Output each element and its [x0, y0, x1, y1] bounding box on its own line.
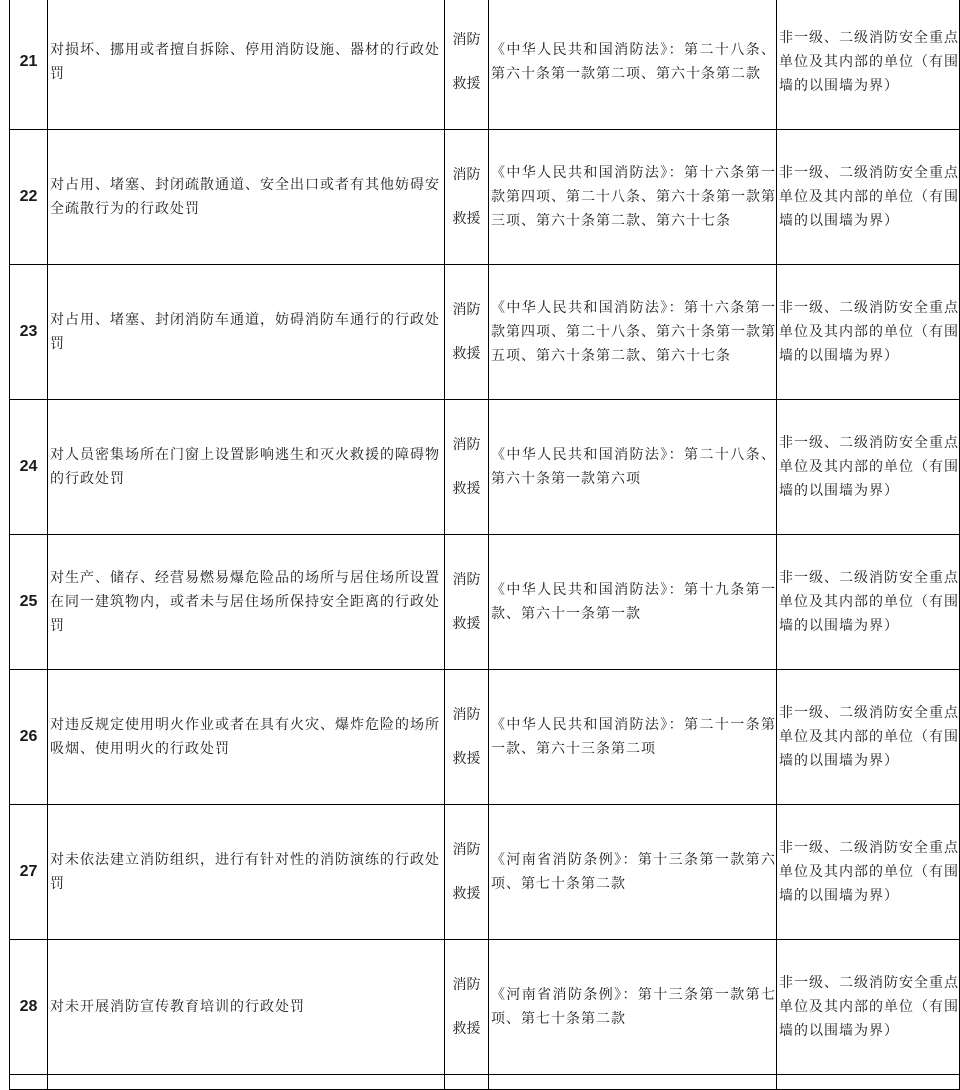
- row-number: 25: [10, 535, 48, 670]
- row-number: 26: [10, 670, 48, 805]
- item-name: 对损坏、挪用或者擅自拆除、停用消防设施、器材的行政处罚: [48, 0, 445, 130]
- empty-cell: [445, 1075, 489, 1090]
- table-row-cut-off: [10, 1075, 960, 1090]
- department-cell: [445, 0, 489, 130]
- applicable-scope: 非一级、二级消防安全重点单位及其内部的单位（有围墙的以围墙为界）: [777, 670, 960, 805]
- table-row: [10, 535, 960, 670]
- table-row: [10, 0, 960, 130]
- item-name: 对占用、堵塞、封闭消防车通道，妨碍消防车通行的行政处罚: [48, 265, 445, 400]
- table-row: [10, 940, 960, 1075]
- row-number: 21: [10, 0, 48, 130]
- department-cell: [445, 940, 489, 1075]
- department-cell: [445, 805, 489, 940]
- empty-cell: [777, 1075, 960, 1090]
- department-cell: [445, 535, 489, 670]
- item-name: 对人员密集场所在门窗上设置影响逃生和灭火救援的障碍物的行政处罚: [48, 400, 445, 535]
- department-line-2: 救援: [452, 751, 481, 767]
- table-row: [10, 265, 960, 400]
- item-name: 对未依法建立消防组织，进行有针对性的消防演练的行政处罚: [48, 805, 445, 940]
- applicable-scope: 非一级、二级消防安全重点单位及其内部的单位（有围墙的以围墙为界）: [777, 265, 960, 400]
- applicable-scope: 非一级、二级消防安全重点单位及其内部的单位（有围墙的以围墙为界）: [777, 805, 960, 940]
- department-cell: [445, 130, 489, 265]
- department-cell: [445, 670, 489, 805]
- item-name: 对违反规定使用明火作业或者在具有火灾、爆炸危险的场所吸烟、使用明火的行政处罚: [48, 670, 445, 805]
- item-name: 对未开展消防宣传教育培训的行政处罚: [48, 940, 445, 1075]
- department-cell: [445, 400, 489, 535]
- applicable-scope: 非一级、二级消防安全重点单位及其内部的单位（有围墙的以围墙为界）: [777, 0, 960, 130]
- applicable-scope: 非一级、二级消防安全重点单位及其内部的单位（有围墙的以围墙为界）: [777, 400, 960, 535]
- department-line-1: 消防: [452, 32, 481, 48]
- legal-basis: 《中华人民共和国消防法》：第十六条第一款第四项、第二十八条、第六十条第一款第三项、第六十条第二款、第六十七条: [489, 130, 777, 265]
- department-line-1: 消防: [452, 167, 481, 183]
- table-row: [10, 670, 960, 805]
- row-number: 27: [10, 805, 48, 940]
- department-line-2: 救援: [452, 886, 481, 902]
- legal-basis: 《中华人民共和国消防法》：第二十八条、第六十条第一款第二项、第六十条第二款: [489, 0, 777, 130]
- department-line-2: 救援: [452, 1021, 481, 1037]
- department-line-1: 消防: [452, 302, 481, 318]
- table-row: [10, 400, 960, 535]
- department-line-1: 消防: [452, 842, 481, 858]
- department-line-1: 消防: [452, 437, 481, 453]
- row-number: 28: [10, 940, 48, 1075]
- applicable-scope: 非一级、二级消防安全重点单位及其内部的单位（有围墙的以围墙为界）: [777, 130, 960, 265]
- department-line-2: 救援: [452, 211, 481, 227]
- department-cell: [445, 265, 489, 400]
- department-line-2: 救援: [452, 616, 481, 632]
- penalty-items-table: [9, 0, 960, 1090]
- empty-cell: [489, 1075, 777, 1090]
- applicable-scope: 非一级、二级消防安全重点单位及其内部的单位（有围墙的以围墙为界）: [777, 535, 960, 670]
- empty-cell: [48, 1075, 445, 1090]
- legal-basis: 《河南省消防条例》：第十三条第一款第七项、第七十条第二款: [489, 940, 777, 1075]
- legal-basis: 《中华人民共和国消防法》：第十九条第一款、第六十一条第一款: [489, 535, 777, 670]
- department-line-2: 救援: [452, 481, 481, 497]
- row-number: 23: [10, 265, 48, 400]
- department-line-1: 消防: [452, 572, 481, 588]
- item-name: 对占用、堵塞、封闭疏散通道、安全出口或者有其他妨碍安全疏散行为的行政处罚: [48, 130, 445, 265]
- department-line-2: 救援: [452, 346, 481, 362]
- item-name: 对生产、储存、经营易燃易爆危险品的场所与居住场所设置在同一建筑物内，或者未与居住场所保持安全距离的行政处罚: [48, 535, 445, 670]
- department-line-2: 救援: [452, 76, 481, 92]
- department-line-1: 消防: [452, 977, 481, 993]
- legal-basis: 《中华人民共和国消防法》：第二十一条第一款、第六十三条第二项: [489, 670, 777, 805]
- empty-cell: [10, 1075, 48, 1090]
- row-number: 24: [10, 400, 48, 535]
- legal-basis: 《中华人民共和国消防法》：第十六条第一款第四项、第二十八条、第六十条第一款第五项、第六十条第二款、第六十七条: [489, 265, 777, 400]
- row-number: 22: [10, 130, 48, 265]
- legal-basis: 《河南省消防条例》：第十三条第一款第六项、第七十条第二款: [489, 805, 777, 940]
- department-line-1: 消防: [452, 707, 481, 723]
- table-row: [10, 805, 960, 940]
- legal-basis: 《中华人民共和国消防法》：第二十八条、第六十条第一款第六项: [489, 400, 777, 535]
- table-row: [10, 130, 960, 265]
- applicable-scope: 非一级、二级消防安全重点单位及其内部的单位（有围墙的以围墙为界）: [777, 940, 960, 1075]
